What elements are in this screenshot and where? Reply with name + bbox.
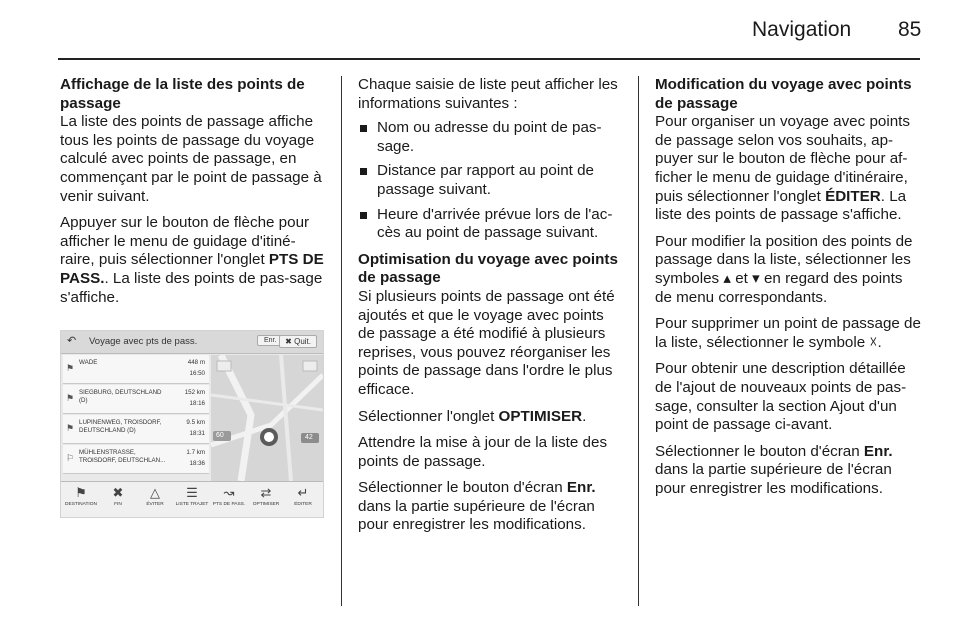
waypoint-time: 18:36 [189, 460, 205, 467]
tab-label: ÉDITER [294, 502, 312, 507]
waypoint-time: 16:50 [189, 370, 205, 377]
paragraph [655, 443, 923, 499]
waypoint-row[interactable] [63, 355, 209, 384]
destination-flag-icon: ⚐ [66, 453, 75, 463]
paragraph [655, 113, 923, 225]
delete-x-icon: ☓ [869, 333, 878, 351]
info-list [358, 119, 624, 243]
waypoint-row[interactable] [63, 415, 209, 444]
tab-edit[interactable] [285, 485, 321, 508]
text: Sélectionner le bouton d'écran [358, 479, 567, 497]
waypoint-distance: 9.5 km [186, 419, 205, 426]
waypoint-row[interactable] [63, 385, 209, 414]
waypoint-flag-icon: ⚑ [66, 423, 75, 433]
paragraph: La liste des points de passage affiche tous les points de passage du voyage calculé avec points de passage, en commençant par le point de passage à venir suivant. [60, 113, 322, 205]
text: et [731, 269, 753, 287]
header-rule [58, 58, 920, 60]
button-name: Enr. [566, 479, 596, 497]
speed-limit-label: 60 [216, 432, 224, 439]
route-list-icon: ☰ [186, 485, 198, 500]
edit-icon: ↵ [297, 485, 309, 500]
paragraph [358, 479, 624, 535]
tab-avoid[interactable] [137, 485, 173, 508]
tab-waypoints[interactable] [211, 485, 247, 508]
road-number-label: 42 [305, 434, 313, 441]
waypoint-name: LUPINENWEG, TROISDORF, DEUTSCHLAND (D) [79, 419, 162, 434]
quit-button[interactable] [279, 335, 317, 348]
tab-label: FIN [114, 502, 122, 507]
text: . La liste des points de pas-sage s'affiche. [60, 269, 323, 306]
map-graphic [211, 355, 323, 481]
waypoint-name: MÜHLENSTRASSE, TROISDORF, DEUTSCHLAN... [79, 449, 166, 464]
text: dans la partie supérieure de l'écran pour enregistrer les modifications. [358, 497, 595, 534]
text: Sélectionner l'onglet [358, 407, 499, 425]
tab-name: OPTIMISER [498, 407, 583, 425]
tab-name: PTS DE PASS. [60, 251, 324, 287]
column-2 [358, 76, 624, 543]
column-divider [341, 76, 342, 606]
tab-optimize[interactable] [248, 485, 284, 508]
waypoint-distance: 448 m [187, 359, 205, 366]
heading-waypoint-list: Affichage de la liste des points de passage [60, 76, 305, 112]
column-1 [60, 76, 326, 315]
infotainment-screenshot [60, 330, 324, 518]
tab-toolbar [61, 481, 323, 518]
paragraph: Si plusieurs points de passage ont été ajoutés et que le voyage avec points de passage a été modifié à plusieurs reprises, vous pouvez réorganiser les points de passage dans l'ordre le plus efficace. [358, 287, 615, 398]
map-view[interactable] [211, 355, 323, 481]
waypoint-distance: 152 km [184, 389, 205, 396]
heading-edit: Modification du voyage avec points de passage [655, 76, 912, 112]
paragraph [60, 214, 326, 307]
tab-route-list[interactable] [174, 485, 210, 508]
text: en regard des points de menu correspondants. [655, 269, 903, 306]
tab-label: OPTIMISER [252, 502, 280, 507]
page-header [0, 0, 960, 60]
screen-title: Voyage avec pts de pass. [89, 336, 198, 347]
section-title: Navigation [752, 18, 852, 41]
paragraph: Chaque saisie de liste peut afficher les informations suivantes : [358, 76, 618, 112]
waypoint-name: SIEGBURG, DEUTSCHLAND (D) [79, 389, 162, 404]
text: Sélectionner le bouton d'écran [655, 442, 864, 460]
screen-title-bar [61, 331, 323, 354]
tab-label: ÉVITER [146, 502, 164, 507]
list-item: Distance par rapport au point de passage suivant. [358, 162, 624, 199]
tab-label: DESTINATION [65, 502, 97, 507]
tab-label: PTS DE PASS. [212, 502, 246, 507]
waypoint-row[interactable] [63, 445, 209, 474]
waypoint-time: 18:31 [189, 430, 205, 437]
text: . [582, 407, 587, 425]
waypoint-distance: 1.7 km [186, 449, 205, 456]
text: . [877, 333, 882, 351]
waypoint-name: WADE [79, 359, 98, 366]
text: dans la partie supérieure de l'écran pour enregistrer les modifications. [655, 461, 892, 497]
back-arrow-icon[interactable]: ↶ [67, 335, 77, 347]
heading-optimize: Optimisation du voyage avec points de passage [358, 250, 618, 287]
destination-icon: ⚑ [75, 485, 87, 500]
page-number: 85 [898, 18, 922, 41]
quit-icon: ✖ [285, 337, 292, 346]
text: Pour modifier la position des points de passage dans la liste, sélectionner les symboles [655, 232, 913, 287]
tab-name: ÉDITER [825, 187, 881, 205]
save-button[interactable]: Enr. [257, 335, 283, 346]
waypoints-icon: ↝ [223, 485, 235, 500]
tab-end[interactable] [100, 485, 136, 508]
paragraph: Attendre la mise à jour de la liste des points de passage. [358, 434, 608, 470]
optimize-icon: ⇄ [260, 485, 272, 500]
waypoint-flag-icon: ⚑ [66, 393, 75, 403]
paragraph [358, 408, 624, 427]
paragraph [655, 315, 923, 352]
avoid-icon: △ [150, 485, 160, 500]
column-3 [655, 76, 923, 506]
text: . La liste des points de passage s'affiche. [655, 187, 907, 224]
tab-destination[interactable] [63, 485, 99, 508]
waypoint-time: 18:16 [189, 400, 205, 407]
down-arrow-icon: ▾ [752, 269, 760, 287]
up-arrow-icon: ▴ [723, 269, 731, 287]
paragraph [655, 233, 923, 307]
waypoint-flag-icon: ⚑ [66, 363, 75, 373]
waypoint-list [63, 355, 209, 481]
paragraph: Pour obtenir une description détaillée de l'ajout de nouveaux points de pas-sage, consulter la section Ajout d'un point de passage ci-avant. [655, 360, 907, 434]
list-item: Nom ou adresse du point de pas-sage. [358, 119, 624, 156]
quit-label: Quit. [294, 337, 311, 346]
column-divider [638, 76, 639, 606]
tab-label: LISTE TRAJET [175, 502, 209, 507]
text: Pour organiser un voyage avec points de passage selon vos souhaits, ap-puyer sur le bouton de flèche pour af-ficher le menu de guidage d'itinéraire, puis sélectionner l'onglet [655, 113, 910, 205]
list-item: Heure d'arrivée prévue lors de l'ac-cès au point de passage suivant. [358, 206, 624, 243]
end-route-icon: ✖ [112, 485, 124, 500]
text: Pour supprimer un point de passage de la liste, sélectionner le symbole [655, 315, 921, 351]
button-name: Enr. [863, 442, 893, 460]
text: Appuyer sur le bouton de flèche pour afficher le menu de guidage d'itiné-raire, puis sélectionner l'onglet [60, 214, 310, 269]
